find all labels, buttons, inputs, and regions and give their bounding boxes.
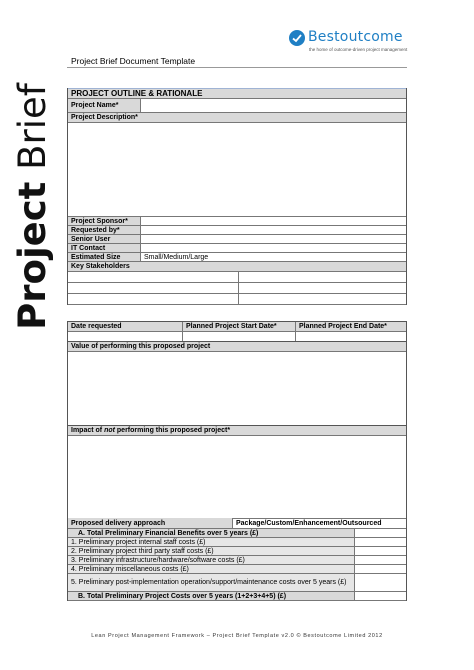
value-header xyxy=(68,341,406,352)
stakeholder-cell[interactable] xyxy=(68,294,238,304)
impact-section xyxy=(67,425,407,519)
delivery-approach-options[interactable]: Package/Custom/Enhancement/Outsourced xyxy=(232,518,406,528)
value-label: Value of performing this proposed project xyxy=(71,343,211,350)
value-field[interactable] xyxy=(68,352,406,427)
cost-item-label: 4. Preliminary miscellaneous costs (£) xyxy=(68,565,354,573)
cost-item-row xyxy=(68,565,406,574)
total-benefits-field[interactable] xyxy=(354,529,406,537)
impact-field[interactable] xyxy=(68,436,406,519)
planned-start-field[interactable] xyxy=(182,332,295,341)
bestoutcome-logo xyxy=(289,28,419,56)
requested-by-label: Requested by* xyxy=(68,226,140,234)
it-contact-field[interactable] xyxy=(140,244,406,252)
cost-item-label: 3. Preliminary infrastructure/hardware/software costs (£) xyxy=(68,556,354,564)
project-name-field[interactable] xyxy=(140,99,406,112)
project-description-label: Project Description* xyxy=(71,114,138,121)
planned-start-label: Planned Project Start Date* xyxy=(182,322,295,331)
cost-item-field[interactable] xyxy=(354,574,406,591)
it-contact-row xyxy=(68,244,406,253)
side-title-word2: Brief xyxy=(10,82,54,170)
delivery-approach-label: Proposed delivery approach xyxy=(68,518,232,528)
sponsor-row xyxy=(68,217,406,226)
delivery-approach-row xyxy=(68,518,406,529)
sponsor-label: Project Sponsor* xyxy=(68,217,140,225)
planned-end-field[interactable] xyxy=(295,332,406,341)
cost-item-field[interactable] xyxy=(354,565,406,573)
requested-by-row xyxy=(68,226,406,235)
estimated-size-row xyxy=(68,253,406,262)
sponsor-field[interactable] xyxy=(140,217,406,225)
stakeholder-cell[interactable] xyxy=(238,272,406,282)
planned-end-label: Planned Project End Date* xyxy=(295,322,406,331)
header-divider xyxy=(67,67,407,68)
senior-user-label: Senior User xyxy=(68,235,140,243)
date-requested-label: Date requested xyxy=(71,323,122,330)
outline-title: PROJECT OUTLINE & RATIONALE xyxy=(71,89,203,98)
date-requested-field[interactable] xyxy=(68,332,182,341)
grand-total-row xyxy=(68,592,406,601)
cost-item-row xyxy=(68,547,406,556)
dates-header-row xyxy=(68,321,406,332)
stakeholder-cell[interactable] xyxy=(238,294,406,304)
stakeholder-row xyxy=(68,283,406,294)
impact-label-italic: not xyxy=(104,427,115,434)
cost-item-row xyxy=(68,574,406,592)
total-benefits-label: A. Total Preliminary Financial Benefits over 5 years (£) xyxy=(68,529,354,537)
senior-user-field[interactable] xyxy=(140,235,406,243)
cost-item-field[interactable] xyxy=(354,547,406,555)
document-title: Project Brief Document Template xyxy=(71,56,196,66)
cost-item-field[interactable] xyxy=(354,556,406,564)
project-name-label: Project Name* xyxy=(68,99,140,112)
grand-total-label: B. Total Preliminary Project Costs over 5 years (1+2+3+4+5) (£) xyxy=(68,592,354,600)
stakeholder-row xyxy=(68,294,406,305)
it-contact-label: IT Contact xyxy=(68,244,140,252)
logo-name: Bestoutcome xyxy=(308,29,403,45)
checkmark-icon xyxy=(289,30,305,46)
senior-user-row xyxy=(68,235,406,244)
project-description-field[interactable] xyxy=(68,123,406,217)
stakeholder-cell[interactable] xyxy=(68,272,238,282)
cost-item-field[interactable] xyxy=(354,538,406,546)
estimated-size-label: Estimated Size xyxy=(68,253,140,261)
estimated-size-value[interactable]: Small/Medium/Large xyxy=(140,253,406,261)
project-outline-section xyxy=(67,88,407,305)
key-stakeholders-label: Key Stakeholders xyxy=(71,263,130,270)
page-footer: Lean Project Management Framework – Project Brief Template v2.0 © Bestoutcome Limited 2012 xyxy=(91,633,383,639)
cost-item-label: 1. Preliminary project internal staff costs (£) xyxy=(68,538,354,546)
impact-label-before: Impact of xyxy=(71,427,105,434)
project-description-header xyxy=(68,113,406,123)
delivery-costs-section xyxy=(67,518,407,601)
logo-tagline: the home of outcome-driven project management xyxy=(309,47,408,52)
cost-item-label: 2. Preliminary project third party staff costs (£) xyxy=(68,547,354,555)
project-name-row xyxy=(68,99,406,113)
total-benefits-row xyxy=(68,529,406,538)
stakeholder-cell[interactable] xyxy=(68,283,238,293)
cost-item-row xyxy=(68,538,406,547)
section-header-outline xyxy=(68,88,406,99)
stakeholder-cell[interactable] xyxy=(238,283,406,293)
stakeholder-row xyxy=(68,272,406,283)
grand-total-field[interactable] xyxy=(354,592,406,600)
side-title-word1: Project xyxy=(10,181,54,330)
cost-item-row xyxy=(68,556,406,565)
cost-item-label: 5. Preliminary post-implementation operation/support/maintenance costs over 5 years (£) xyxy=(68,574,354,591)
key-stakeholders-header xyxy=(68,262,406,272)
impact-header xyxy=(68,425,406,436)
impact-label xyxy=(68,426,406,435)
side-title xyxy=(10,82,54,330)
dates-section xyxy=(67,321,407,342)
value-section xyxy=(67,341,407,427)
requested-by-field[interactable] xyxy=(140,226,406,234)
impact-label-after: performing this proposed project* xyxy=(114,427,231,434)
